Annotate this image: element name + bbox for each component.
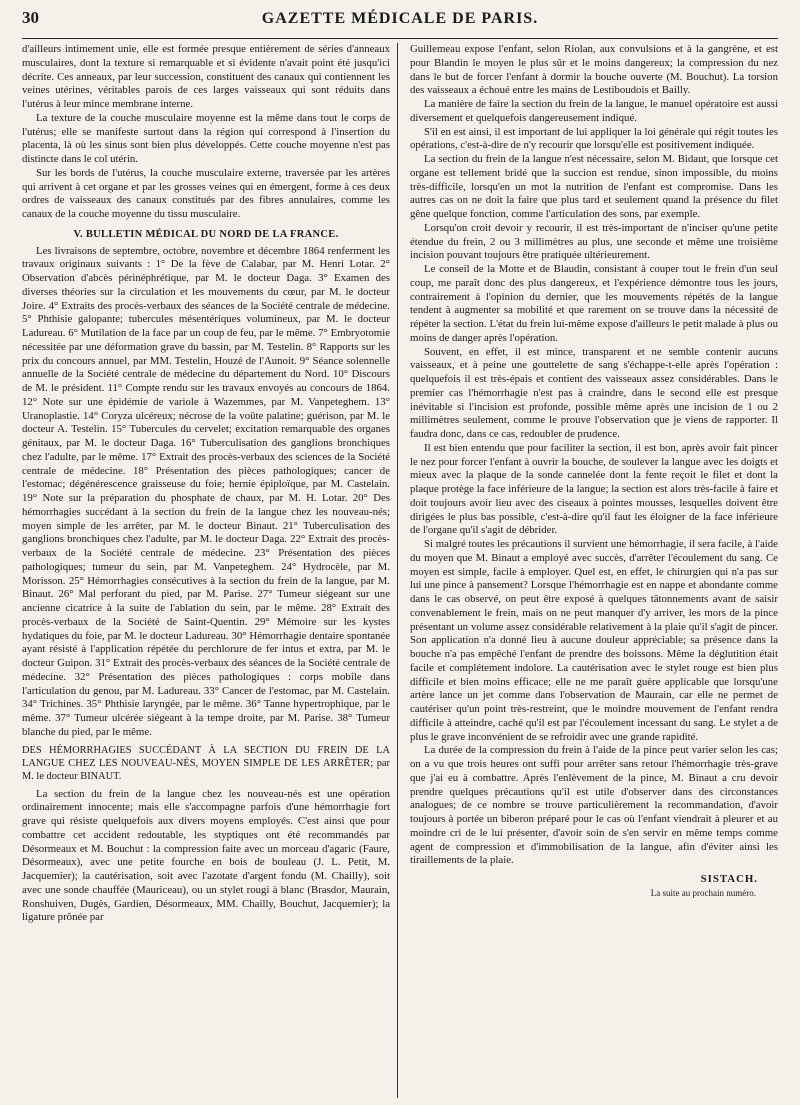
journal-title: GAZETTE MÉDICALE DE PARIS.	[261, 10, 539, 27]
column-divider	[397, 43, 398, 1098]
right-column	[404, 43, 778, 1098]
paragraph: Lorsqu'on croit devoir y recourir, il est très-important de n'inciser qu'une petite étendue du frein, 2 ou 3 millimètres au plus, une seconde et même une troisième incision pouvant toujours être pratiquée ultérieurement.	[409, 221, 778, 262]
article-title: DES HÉMORRHAGIES SUCCÉDANT À LA SECTION DU FREIN DE LA LANGUE CHEZ LES NOUVEAU-NÉS, MOYEN SIMPLE DE LES ARRÊTER; par M. le docteur BINAUT.	[22, 744, 390, 782]
author-signature: SISTACH.	[700, 873, 758, 885]
page-number: 30	[22, 8, 39, 27]
paragraph: La manière de faire la section du frein de la langue, le manuel opératoire est aussi diversement et quelquefois dangereusement indiqué.	[409, 98, 778, 124]
paragraph: Les livraisons de septembre, octobre, novembre et décembre 1864 renferment les travaux originaux suivants : 1° De la fève de Calabar, par M. Henri Lotar. 2° Observation d'abcès périnéphrétique, par M. le docteur Daga. 3° Examen des diverses théories sur la circulation et les mouvements du cœur, par M. le docteur Joire. 4° Extraits des procès-verbaux des séances de la Société centrale de médecine. 5° Phthisie galopante; tubercules mésentériques volumineux, par M. le docteur Ladureau. 6° Mutilation de la face par un coup de feu, par le même. 7° Embryotomie nécessitée par une déformation grave du bassin, par M. Testelin. 8° Rapports sur les prix du concours annuel, par MM. Testelin, Houzé de l'Aunoit. 9° Séance solennelle annuelle de la Société centrale de médecine du département du Nord. 10° Discours de M. le président. 11° Compte rendu sur les travaux envoyés au concours de 1864. 12° Note sur une épidémie de variole à Wazemmes, par M. Vanpeteghem. 13° Uranoplastie. 14° Coryza ulcéreux; nécrose de la voûte palatine; guérison, par M. le docteur A. Testelin. 15° Tubercules du cervelet; excitation remarquable des organes génitaux, par M. le docteur Daga. 16° Tuberculisation des ganglions bronchiques chez l'adulte, par le même. 17° Extrait des procès-verbaux des sciences de la Société centrale de médecine. 18° Présentation des pièces pathologiques; cancer de l'estomac; dégénérescence graisseuse du foie; hernie épiploïque, par M. Castelain. 19° Note sur la préparation du phosphate de chaux, par M. H. Lotar. 20° Des hémorrhagies succédant à la section du frein de la langue chez les nouveau-nés; moyen simple de les arrêter, par M. le docteur Binaut. 21° Tuberculisation des ganglions bronchiques chez l'adulte, par M. le docteur Daga. 22° Extrait des procès-verbaux de la Société centrale de médecine. 23° Présentation des pièces pathologiques; tumeur du sein, par M. Vanpeteghem. 24° Hydrocèle, par M. Morisson. 25° Hémorrhagies consécutives à la section du frein de la langue, par M. Binaut. 26° Mal perforant du pied, par M. Parise. 27° Tumeur siégeant sur une ancienne cicatrice à la suite de l'ablation du sein, par le même. 28° Extrait des procès-verbaux de la Société de Saint-Quentin. 29° Mémoire sur les kystes hydatiques du foie, par M. le docteur Ladureau. 30° Hémorrhagie dentaire spontanée ayant résisté à l'application répétée du perchlorure de fer intus et extra, par M. le docteur Guipon. 31° Extrait des procès-verbaux des séances de la Société centrale de médecine. 32° Présentation des pièces pathologiques : corps mobile dans l'articulation du genou, par M. Ladureau. 33° Cancer de l'estomac, par M. Castelain. 34° Trichines. 35° Phthisie laryngée, par le même. 36° Tanne hypertrophique, par le même. 37° Tumeur ulcérée siégeant à la tempe droite, par M. Parise. 38° Tumeur blanche du pied, par le même.	[22, 244, 390, 738]
paragraph: Le conseil de la Motte et de Blaudin, consistant à couper tout le frein d'un seul coup, me paraît donc des plus dangereux, et l'expérience démontre tous les jours, contrairement à l'opinion du dernier, que les mouvements répétés de la langue tendent à augmenter sa mobilité et que rarement on se trouve dans la nécessité de répéter la section. L'état du frein lui-même expose d'ailleurs le petit malade à plus ou moins de danger après l'opération.	[409, 263, 778, 344]
page-header	[22, 8, 778, 39]
continued-note: La suite au prochain numéro.	[650, 887, 756, 898]
paragraph: Il est bien entendu que pour faciliter la section, il est bon, après avoir fait pincer le nez pour forcer l'enfant à ouvrir la bouche, de soulever la langue avec les doigts et mieux avec la plaque de la sonde cannelée dont la fente reçoit le filet et dont la plaque protège la face inférieure de la langue; la section est alors très-facile à faire et doit toujours avoir lieu avec des ciseaux à pointes mousses, lesquelles doivent être dirigées le plus bas possible, c'est-à-dire qu'il faut les éloigner de la face inférieure de l'organe qu'il s'agit de débrider.	[409, 441, 778, 537]
article-columns	[22, 43, 778, 1098]
paragraph: La texture de la couche musculaire moyenne est la même dans tout le corps de l'utérus; elle se manifeste surtout dans la région qui correspond à l'insertion du placenta, là où les sinus sont bien plus développés. Cette couche moyenne n'est pas distincte dans le col utérin.	[22, 111, 390, 165]
paragraph: Sur les bords de l'utérus, la couche musculaire externe, traversée par les artères qui arrivent à cet organe et par les grosses veines qui en émergent, forme à ces deux ordres de vaisseaux des canaux constitués par des fibres annulaires, comme les canaux de la couche moyenne du tissu musculaire.	[22, 166, 390, 220]
paragraph: S'il en est ainsi, il est important de lui appliquer la loi générale qui régit toutes les opérations, c'est-à-dire de n'y recourir que lorsqu'elle est positivement indiquée.	[409, 125, 778, 152]
paragraph: La section du frein de la langue n'est nécessaire, selon M. Bidaut, que lorsque cet organe est tellement bridé que la succion est rendue, sinon impossible, du moins très-difficile, lorsqu'en un mot la nutrition de l'enfant est compromise. Dans les autres cas on ne doit la faire que plus tard et seulement quand la présence du filet gêne quelque fonction, comme l'articulation des sons, par exemple.	[409, 153, 778, 220]
left-column	[22, 43, 397, 1098]
paragraph: Guillemeau expose l'enfant, selon Riolan, aux convulsions et à la gangrène, et est pour Blandin le moyen le plus sûr et le moins dangereux; la compression du nez dans le but de forcer l'enfant à dormir la bouche ouverte (M. Bouchut). La torsion des vaisseaux a échoué entre les mains de Lestiboudois et Bailly.	[409, 43, 778, 97]
paragraph: Souvent, en effet, il est mince, transparent et ne semble contenir aucuns vaisseaux, et à peine une gouttelette de sang s'échappe-t-elle après l'opération : quelquefois il est très-épais et contient des vaisseaux assez considérables. Dans le premier cas l'hémorrhagie n'est pas à craindre, dans le second elle est presque inévitable si l'incision est profonde, possible même après une incision de 1 ou 2 millimètres seulement, comme le prouve l'observation que je viens de rapporter. Il faudra donc, dans ce cas, redoubler de prudence.	[409, 345, 778, 440]
paragraph: La durée de la compression du frein à l'aide de la pince peut varier selon les cas; on a vu que trois heures ont suffi pour arrêter sans retour l'hémorrhagie très-grave que j'ai eu à combattre. Après l'enlèvement de la pince, M. Binaut a cru devoir prendre quelques précautions qu'il est utile d'observer dans des circonstances analogues; de ce nombre se trouve particulièrement la recommandation, d'avoir toujours à portée un biberon préparé pour le cas où l'enfant viendrait à pleurer et au moindre cri de le lui présenter, d'avoir soin de s'en servir en même temps comme agent de compression et d'immobilisation de la langue, afin d'éviter ainsi les tiraillements de la plaie.	[409, 744, 778, 867]
paragraph: La section du frein de la langue chez les nouveau-nés est une opération ordinairement innocente; mais elle s'accompagne parfois d'une hémorrhagie fort grave qui résiste quelquefois aux divers moyens employés. C'est ainsi que pour combattre cet accident redoutable, les styptiques ont été recommandés par Désormeaux et M. Bouchut : la compression faite avec un morceau d'agaric (Faure, Désormeaux), avec une petite fourche en bois de bouleau (J. L. Petit, M. Jacquemier); la cautérisation, soit avec l'azotate d'argent fondu (M. Chailly), soit avec une sonde chauffée (Mauriceau), ou un stylet rougi à blanc (Brasdor, Maurain, Ronshuiven, Dugès, Gardien, Désormeaux, MM. Chailly, Bouchut, Jacquemier); la ligature prônée par	[22, 787, 390, 924]
section-title: V. BULLETIN MÉDICAL DU NORD DE LA FRANCE.	[73, 228, 339, 240]
paragraph: d'ailleurs intimement unie, elle est formée presque entièrement de séries d'anneaux musculaires, dont la texture si remarquable et si évidente n'avait point été jusqu'ici décrite. Ces anneaux, par leur succession, constituent des canaux qui contiennent les veines utérines, véritables parois de ces larges vaisseaux qui sont réduits dans l'utérus à leur mince membrane interne.	[22, 43, 390, 110]
paragraph: Si malgré toutes les précautions il survient une hémorrhagie, il sera facile, à l'aide du moyen que M. Binaut a employé avec succès, d'arrêter l'écoulement du sang. Ce moyen est simple, facile à employer. Quel est, en effet, le chirurgien qui n'a pas sur lui une pince à pansement? Lorsque l'hémorrhagie est en nappe et abondante comme dans le cas observé, on peut être exposé à quelques tâtonnements avant de saisir convenablement le frein, mais on ne peut manquer d'y arriver, les mors de la pince présentant un volume assez considérable relativement à la plaie qu'il s'agit de pincer. Son application n'a donné lieu à aucune douleur appréciable; sa présence dans la bouche n'a pas empêché l'enfant de prendre des boissons. Même la déglutition était facile et complétement indolore. La cautérisation avec le stylet rouge est bien plus difficile et bien moins efficace; elle ne me paraît guère applicable que lorsqu'une artère lance un jet comme dans l'observation de Maurain, car elle ne permet de cautériser qu'un point très-restreint, que le moindre mouvement de l'enfant rendra difficile à atteindre, caché qu'il est par l'écoulement incessant du sang. Le stylet a de plus le grave inconvénient de se refroidir avec une grande rapidité.	[409, 538, 778, 743]
